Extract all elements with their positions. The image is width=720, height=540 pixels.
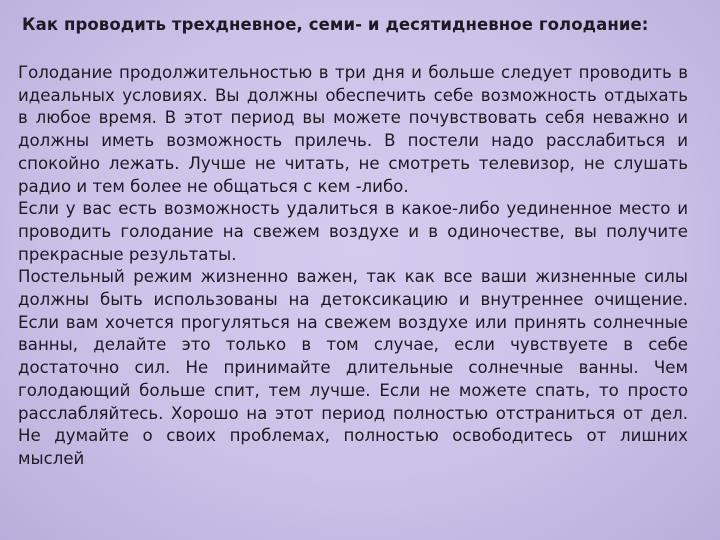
paragraph-solitude: Если у вас есть возможность удалиться в какое-либо уединенное место и проводить голодание на свежем воздухе и в одиночестве, вы получите прекрасные результаты. (18, 199, 688, 264)
slide-title: Как проводить трехдневное, семи- и десятидневное голодание: (22, 15, 649, 34)
slide-body (18, 62, 688, 471)
paragraph-bed-rest: Постельный режим жизненно важен, так как все ваши жизненные силы должны быть использованы на детоксикацию и внутреннее очищение. Если вам хочется прогуляться на свежем воздухе или принять солнечные ванны, делайте это только в том случае, если чувствуете в себе достаточно сил. Не принимайте длительные солнечные ванны. Чем голодающий больше спит, тем лучше. Если не можете спать, то просто расслабляйтесь. Хорошо на этот период полностью отстраниться от дел. Не думайте о своих проблемах, полностью освободитесь от лишних мыслей (18, 267, 688, 468)
paragraph-rest-conditions: Голодание продолжительностью в три дня и больше следует проводить в идеальных условиях. Вы должны обеспечить себе возможность отдыхать в любое время. В этот период вы можете почувствовать себя неважно и должны иметь возможность прилечь. В постели надо расслабиться и спокойно лежать. Лучше не читать, не смотреть телевизор, не слушать радио и тем более не общаться с кем -либо. (18, 63, 688, 196)
